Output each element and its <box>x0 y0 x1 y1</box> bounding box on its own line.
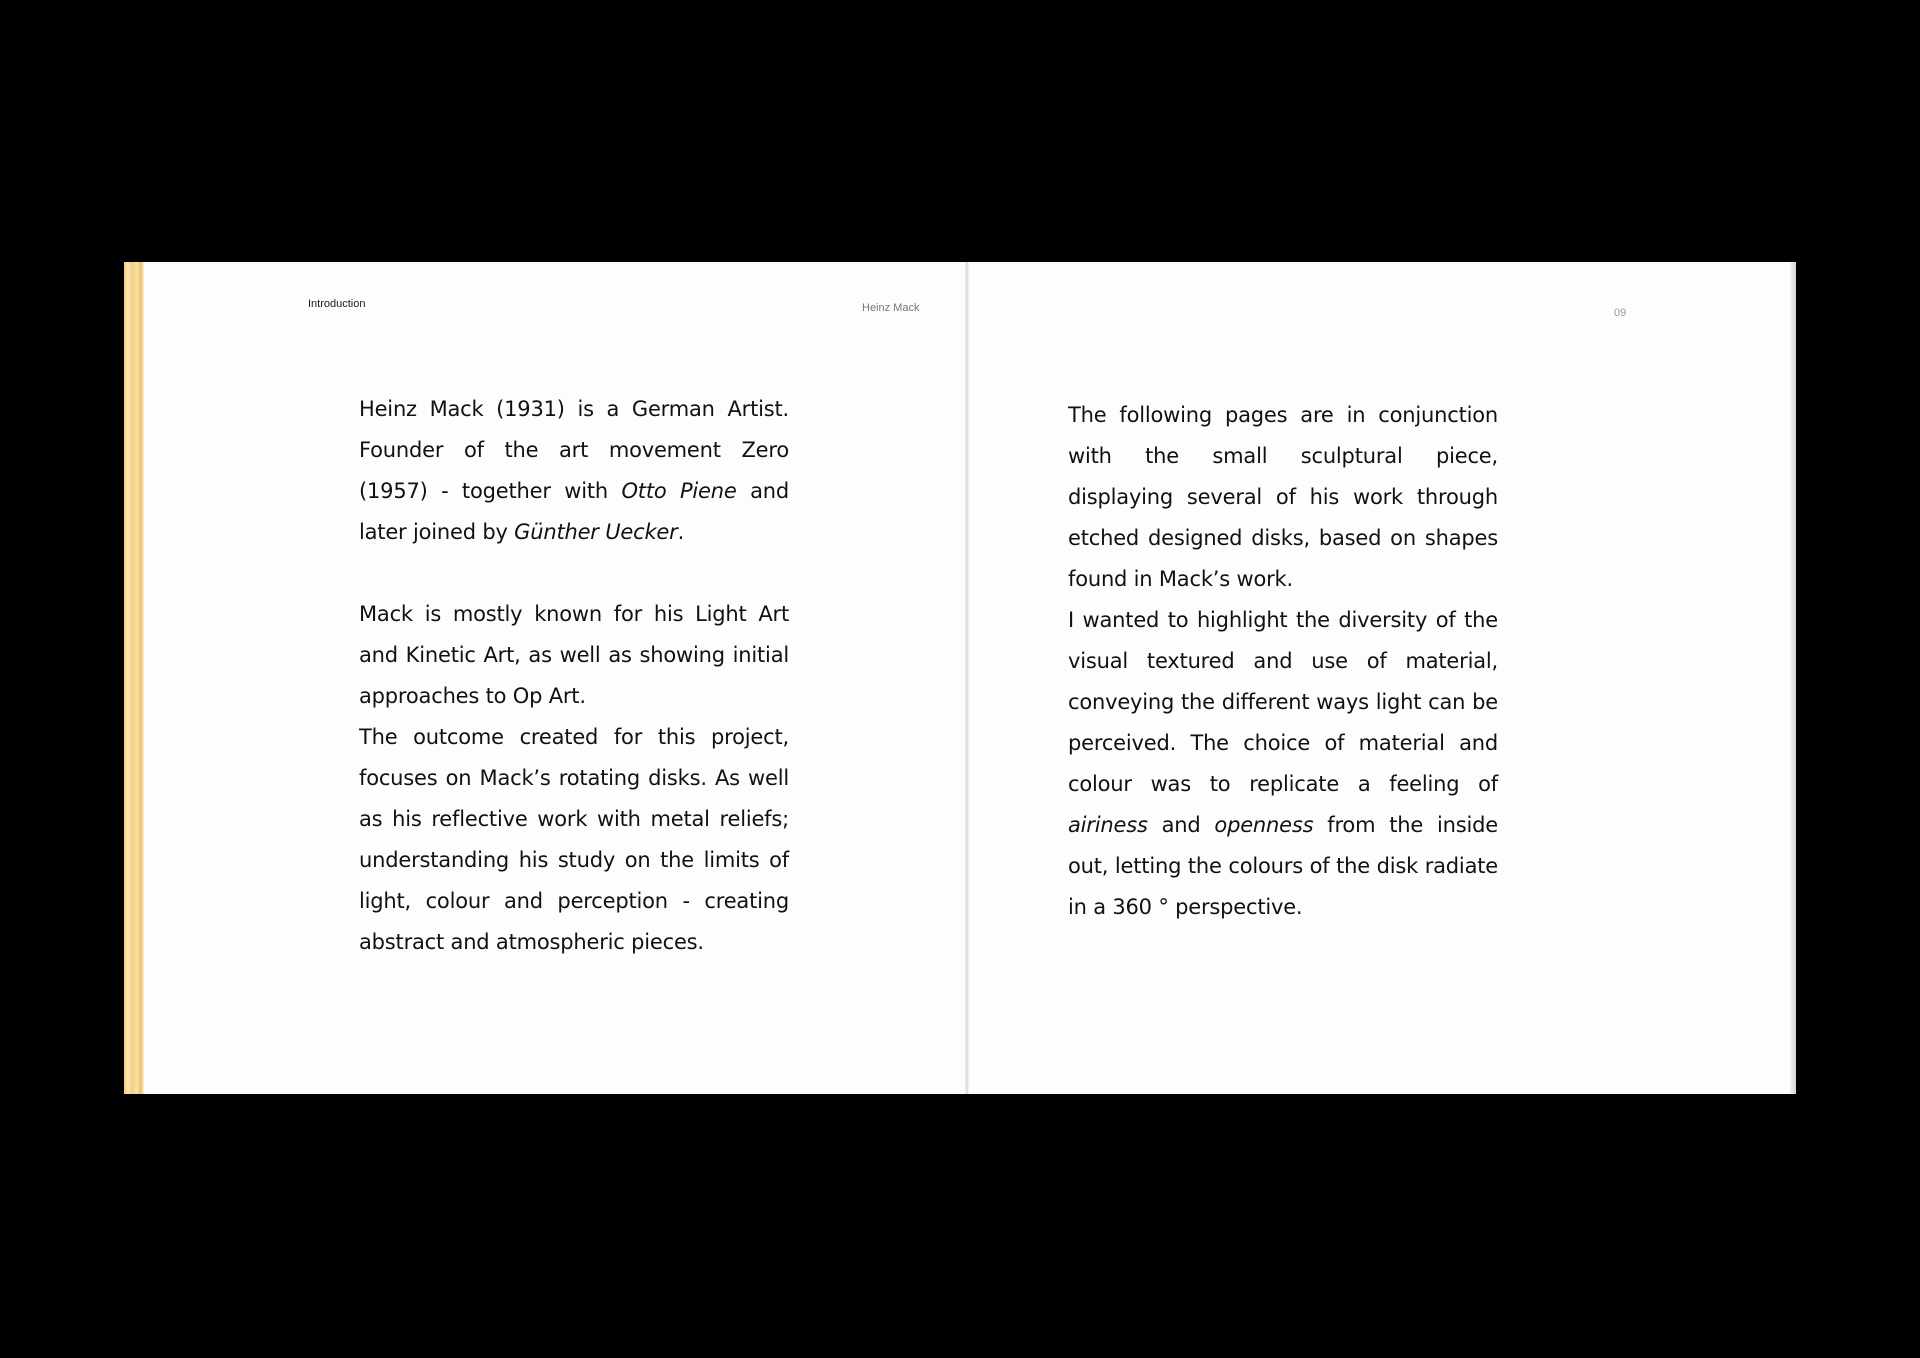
text-run: from the inside out, letting the colours of the disk radiate in a 360 ° perspective. <box>1068 813 1498 919</box>
text-run: and <box>1147 813 1215 837</box>
page-number: 09 <box>1614 307 1627 319</box>
right-page-body <box>1068 395 1498 928</box>
paragraph-diversity <box>1068 600 1498 928</box>
text-run: I wanted to highlight the diversity of the visual textured and use of material, conveying the different ways light can be perceived. The choice of material and colour was to replicate a feeling of <box>1068 608 1498 796</box>
paragraph-intro <box>359 389 789 553</box>
book-spread <box>124 262 1796 1094</box>
running-title: Heinz Mack <box>862 302 920 314</box>
book-gutter <box>965 262 969 1094</box>
artist-name-emphasis: Otto Piene <box>621 479 737 503</box>
page-edges <box>124 262 144 1094</box>
text-run: Heinz Mack (1931) is a German Artist. Founder of the art movement Zero (1957) - together with <box>359 397 789 503</box>
emphasis-word: airiness <box>1068 813 1148 837</box>
right-page-edge <box>1790 262 1796 1094</box>
text-run: and later joined by <box>359 479 789 544</box>
paragraph-outcome: The outcome created for this project, focuses on Mack’s rotating disks. As well as his reflective work with metal reliefs; understanding his study on the limits of light, colour and perception - creating abstract and atmospheric pieces. <box>359 725 789 954</box>
paragraph-known-for: Mack is mostly known for his Light Art and Kinetic Art, as well as showing initial approaches to Op Art. <box>359 602 789 708</box>
left-page-body <box>359 389 789 963</box>
section-header: Introduction <box>308 298 366 310</box>
artist-name-emphasis: Günther Uecker <box>514 520 678 544</box>
text-run: . <box>677 520 685 544</box>
paragraph-conjunction: The following pages are in conjunction with the small sculptural piece, displaying several of his work through etched designed disks, based on shapes found in Mack’s work. <box>1068 403 1498 591</box>
emphasis-word: openness <box>1214 813 1314 837</box>
